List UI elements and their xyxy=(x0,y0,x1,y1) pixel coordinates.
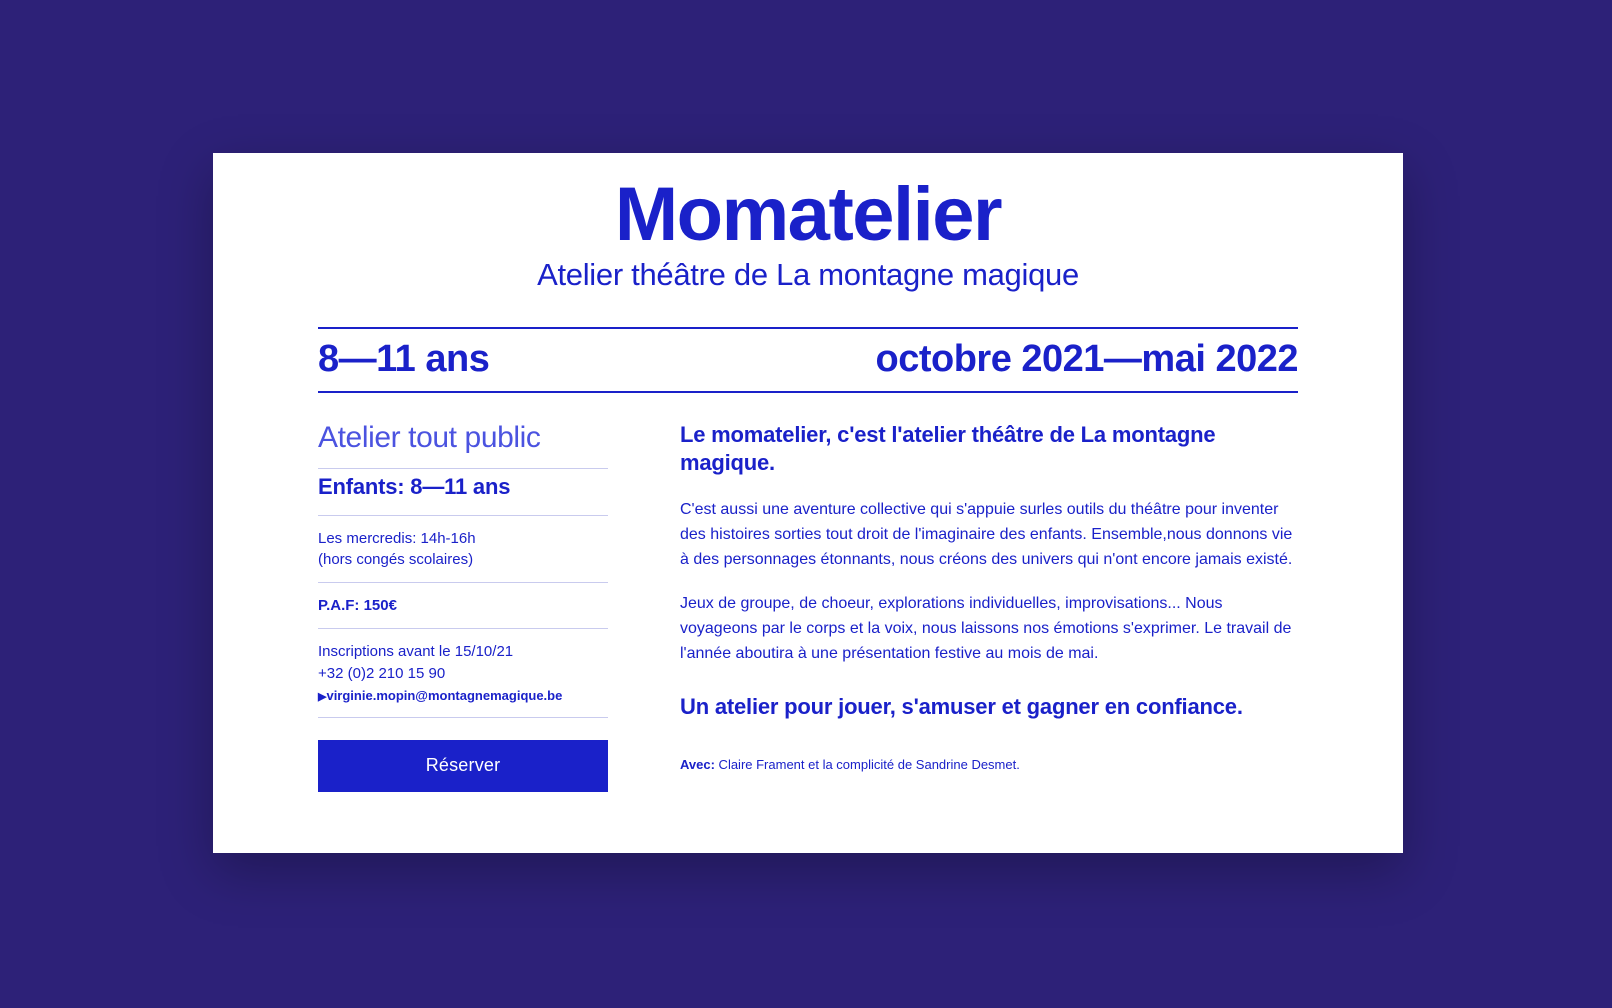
credits-label: Avec: xyxy=(680,757,715,773)
description-paragraph-1: C'est aussi une aventure collective qui s'appuie surles outils du théâtre pour inventer des histoires sorties tout droit de l'imaginaire des enfants. Ensemble,nous donnons vie à des personnages étonnants, nous créons des univers qui n'ont encore jamais existé. xyxy=(680,500,1293,568)
sidebar-deadline: Inscriptions avant le 15/10/21 xyxy=(318,642,514,660)
poster-inner xyxy=(318,153,1298,853)
sidebar-schedule-days: Les mercredis: 14h-16h xyxy=(318,529,476,547)
description-closing: Un atelier pour jouer, s'amuser et gagner en confiance. xyxy=(680,693,1243,719)
age-range: 8—11 ans xyxy=(318,337,490,380)
sidebar-schedule xyxy=(318,516,608,583)
content-columns xyxy=(318,393,1298,793)
reserve-button[interactable]: Réserver xyxy=(318,740,608,792)
poster-card xyxy=(213,153,1403,853)
meta-band xyxy=(318,329,1298,391)
sidebar-info xyxy=(318,421,608,793)
sidebar-price: P.A.F: 150€ xyxy=(318,597,397,615)
main-description xyxy=(680,421,1298,793)
sidebar-contact xyxy=(318,629,608,717)
credits xyxy=(680,757,1298,772)
sidebar-heading: Atelier tout public xyxy=(318,420,541,454)
sidebar-email-text: virginie.mopin@montagnemagique.be xyxy=(326,688,563,704)
credits-text: Claire Frament et la complicité de Sandrine Desmet. xyxy=(714,757,1020,773)
sidebar-divider-5 xyxy=(318,717,608,718)
sidebar-phone: +32 (0)2 210 15 90 xyxy=(318,664,446,682)
page-subtitle: Atelier théâtre de La montagne magique xyxy=(537,256,1079,292)
triangle-right-icon: ▶ xyxy=(318,691,327,704)
description-lead: Le momatelier, c'est l'atelier théâtre de La montagne magique. xyxy=(680,421,1216,476)
sidebar-email-link[interactable] xyxy=(318,684,608,706)
description-paragraph-2: Jeux de groupe, de choeur, explorations individuelles, improvisations... Nous voyageons par le corps et la voix, nous laissons nos émotions s'exprimer. Le travail de l'année aboutira à une présentation festive au mois de mai. xyxy=(680,595,1292,662)
season-dates: octobre 2021—mai 2022 xyxy=(875,337,1298,380)
page-title: Momatelier xyxy=(614,172,1002,257)
sidebar-schedule-note: (hors congés scolaires) xyxy=(318,551,474,569)
sidebar-audience: Enfants: 8—11 ans xyxy=(318,473,511,499)
